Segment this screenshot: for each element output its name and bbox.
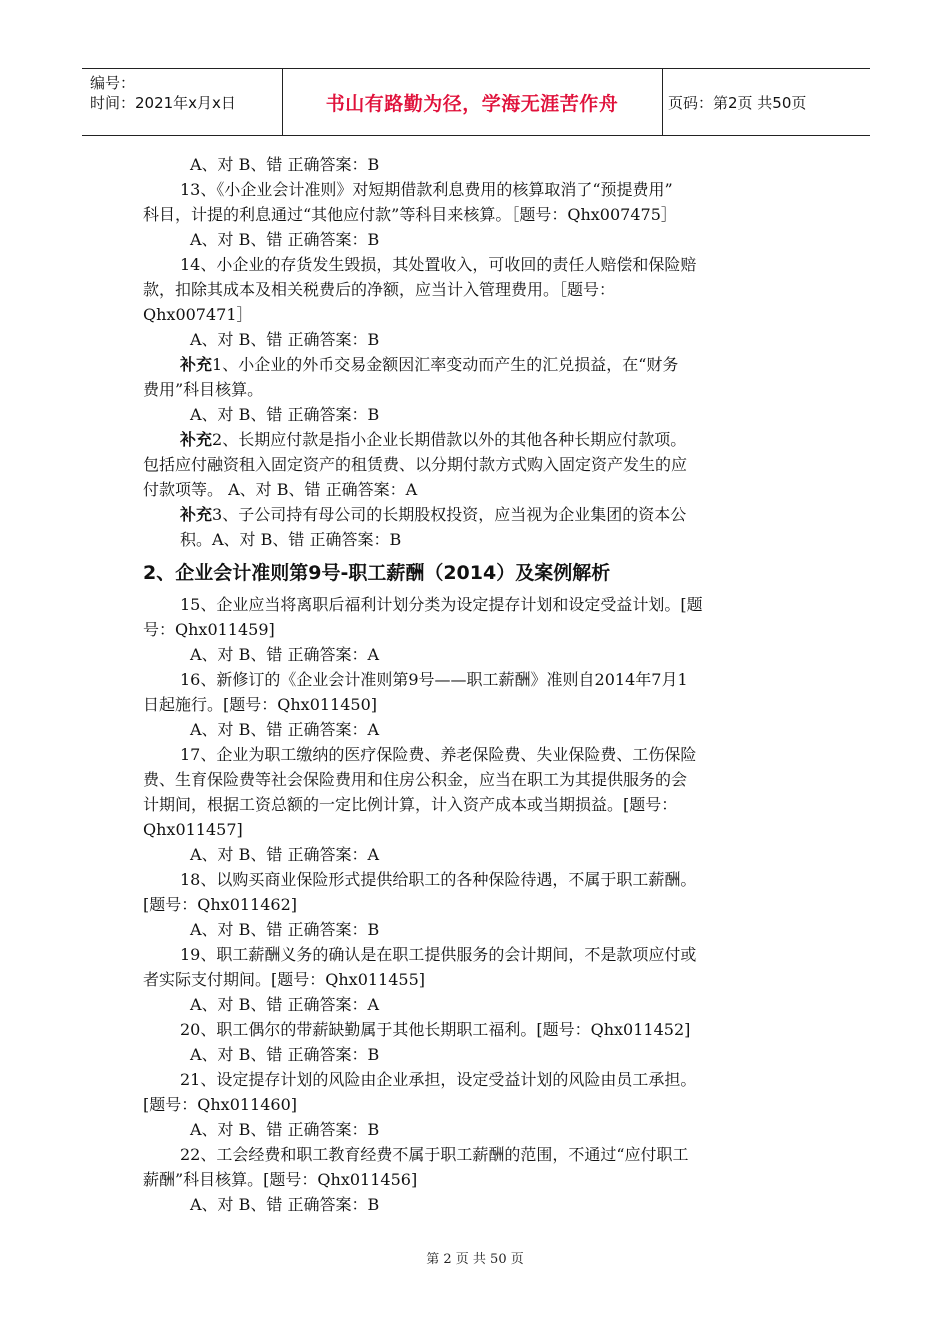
answer-line: A、对 B、错 正确答案：B — [190, 1120, 380, 1139]
question-21-cont: [题号：Qhx011460] — [143, 1095, 298, 1114]
supplement-text: 3、子公司持有母公司的长期股权投资，应当视为企业集团的资本公 — [212, 505, 687, 524]
supplement-2 — [143, 427, 808, 452]
question-16: 16、新修订的《企业会计准则第9号——职工薪酬》准则自2014年7月1 — [180, 670, 688, 689]
page-header — [82, 68, 870, 136]
question-15-cont: 号：Qhx011459] — [143, 620, 275, 639]
question-22: 22、工会经费和职工教育经费不属于职工薪酬的范围，不通过“应付职工 — [180, 1145, 689, 1164]
answer-line: A、对 B、错 正确答案：A — [190, 720, 380, 739]
answer-line: A、对 B、错 正确答案：B — [190, 155, 380, 174]
question-13: 13、《小企业会计准则》对短期借款利息费用的核算取消了“预提费用” — [180, 180, 673, 199]
header-divider — [662, 69, 663, 135]
answer-line: A、对 B、错 正确答案：A — [190, 845, 380, 864]
question-14-cont: 款，扣除其成本及相关税费后的净额，应当计入管理费用。［题号： — [143, 280, 616, 299]
question-16-cont: 日起施行。[题号：Qhx011450] — [143, 695, 378, 714]
question-17-cont: Qhx011457] — [143, 820, 243, 839]
question-14: 14、小企业的存货发生毁损，其处置收入，可收回的责任人赔偿和保险赔 — [180, 255, 697, 274]
supplement-3 — [143, 502, 808, 527]
supplement-lead: 补充 — [180, 355, 213, 374]
question-14-cont: Qhx007471］ — [143, 305, 253, 324]
question-19-cont: 者实际支付期间。[题号：Qhx011455] — [143, 970, 426, 989]
supplement-text: 2、长期应付款是指小企业长期借款以外的其他各种长期应付款项。 — [212, 430, 687, 449]
answer-line: A、对 B、错 正确答案：A — [190, 645, 380, 664]
question-20: 20、职工偶尔的带薪缺勤属于其他长期职工福利。[题号：Qhx011452] — [180, 1020, 691, 1039]
answer-line: A、对 B、错 正确答案：B — [190, 1195, 380, 1214]
supplement-lead: 补充 — [180, 430, 213, 449]
answer-line: A、对 B、错 正确答案：B — [190, 920, 380, 939]
header-meta — [90, 73, 236, 113]
question-17-cont: 费、生育保险费等社会保险费用和住房公积金，应当在职工为其提供服务的会 — [143, 770, 688, 789]
question-18: 18、以购买商业保险形式提供给职工的各种保险待遇，不属于职工薪酬。 — [180, 870, 697, 889]
section-heading: 2、企业会计准则第9号-职工薪酬（2014）及案例解析 — [143, 562, 611, 584]
supplement-text: 1、小企业的外币交易金额因汇率变动而产生的汇兑损益，在“财务 — [212, 355, 679, 374]
time-label: 时间：2021年x月x日 — [90, 94, 236, 112]
header-page-label: 页码：第2页 共50页 — [668, 94, 807, 112]
supplement-1 — [143, 352, 808, 377]
question-15: 15、企业应当将离职后福利计划分类为设定提存计划和设定受益计划。[题 — [180, 595, 703, 614]
question-22-cont: 薪酬”科目核算。[题号：Qhx011456] — [143, 1170, 418, 1189]
supplement-1-cont: 费用”科目核算。 — [143, 380, 264, 399]
answer-line: A、对 B、错 正确答案：B — [190, 330, 380, 349]
answer-line: A、对 B、错 正确答案：B — [190, 230, 380, 249]
answer-line: A、对 B、错 正确答案：B — [190, 405, 380, 424]
supplement-2-cont: 包括应付融资租入固定资产的租赁费、以分期付款方式购入固定资产发生的应 — [143, 455, 688, 474]
question-19: 19、职工薪酬义务的确认是在职工提供服务的会计期间，不是款项应付或 — [180, 945, 697, 964]
question-17-cont: 计期间，根据工资总额的一定比例计算，计入资产成本或当期损益。[题号： — [143, 795, 678, 814]
question-18-cont: [题号：Qhx011462] — [143, 895, 298, 914]
question-17: 17、企业为职工缴纳的医疗保险费、养老保险费、失业保险费、工伤保险 — [180, 745, 697, 764]
supplement-lead: 补充 — [180, 505, 213, 524]
answer-line: A、对 B、错 正确答案：B — [190, 1045, 380, 1064]
header-motto: 书山有路勤为径，学海无涯苦作舟 — [325, 93, 619, 115]
answer-line: A、对 B、错 正确答案：A — [190, 995, 380, 1014]
question-13-cont: 科目，计提的利息通过“其他应付款”等科目来核算。［题号：Qhx007475］ — [143, 205, 677, 224]
document-body — [143, 152, 808, 1217]
page-footer: 第 2 页 共 50 页 — [426, 1252, 524, 1267]
supplement-3-cont: 积。A、对 B、错 正确答案：B — [180, 530, 402, 549]
question-21: 21、设定提存计划的风险由企业承担，设定受益计划的风险由员工承担。 — [180, 1070, 697, 1089]
number-label: 编号： — [90, 74, 136, 92]
supplement-2-cont: 付款项等。 A、对 B、错 正确答案：A — [143, 480, 418, 499]
